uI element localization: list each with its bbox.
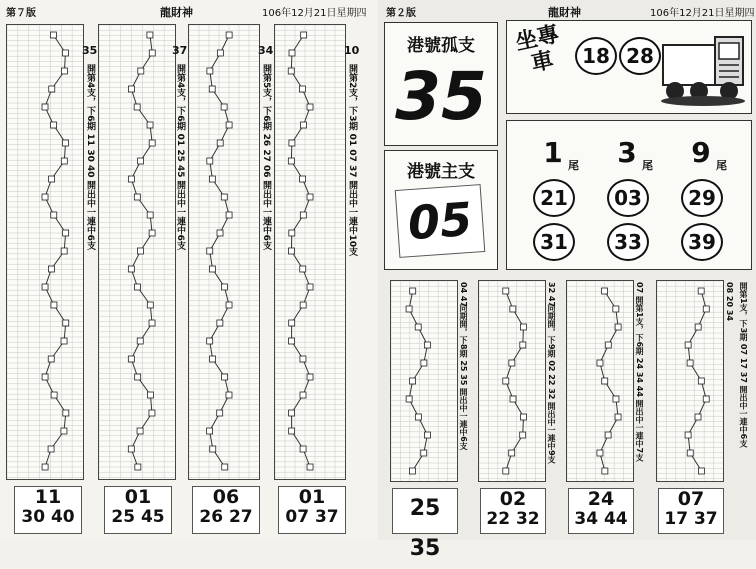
trend-marker (510, 396, 516, 402)
trend-marker (61, 68, 67, 74)
chart-grid (657, 281, 723, 481)
trend-marker (307, 284, 313, 290)
column-1-result-line2: 30 40 (21, 507, 75, 527)
trend-marker (128, 356, 134, 362)
left-page (0, 0, 378, 540)
trend-marker (300, 392, 306, 398)
trend-marker (217, 140, 223, 146)
trend-marker (703, 396, 709, 402)
column-3-top-number: 34 (258, 44, 274, 57)
trend-marker (147, 122, 153, 128)
tail-3-digit: 3 (617, 136, 637, 169)
trend-marker (695, 324, 701, 330)
trend-marker (288, 68, 294, 74)
trend-marker (207, 68, 213, 74)
trend-marker (602, 468, 608, 474)
chart-grid (479, 281, 545, 481)
trend-marker (613, 306, 619, 312)
tail-number-31: 31 (533, 223, 575, 261)
bottom-column-1-note: 同期開，下8期 25 35 開出中一連中6支 (459, 304, 468, 450)
lone-number: 35 (395, 58, 487, 135)
trend-marker (128, 446, 134, 452)
trend-marker (695, 414, 701, 420)
trend-chart-4 (274, 24, 346, 480)
trend-marker (217, 410, 223, 416)
column-3-result-line1: 06 (212, 486, 240, 508)
trend-marker (128, 176, 134, 182)
trend-marker (51, 392, 57, 398)
column-4-result (278, 486, 346, 534)
trend-marker (300, 212, 306, 218)
chart-grid (99, 25, 175, 479)
trend-marker (307, 374, 313, 380)
column-2-result-line2: 25 45 (111, 507, 165, 527)
trend-marker (289, 410, 295, 416)
trend-marker (221, 194, 227, 200)
trend-marker (289, 50, 295, 56)
trend-marker (147, 392, 153, 398)
trend-marker (48, 356, 54, 362)
main-number-panel (384, 150, 498, 270)
trend-marker (421, 450, 427, 456)
trend-marker (300, 176, 306, 182)
lone-number-panel (384, 22, 498, 146)
trend-marker (307, 104, 313, 110)
trend-chart-3 (188, 24, 260, 480)
truck-panel (506, 20, 752, 114)
trend-marker (307, 464, 313, 470)
trend-marker (300, 356, 306, 362)
trend-marker (615, 414, 621, 420)
trend-marker (48, 446, 54, 452)
trend-marker (289, 230, 295, 236)
chart-grid (391, 281, 457, 481)
column-3-note: 開第5支，下6期 26 27 06 開出中一連中6支 (261, 64, 271, 250)
trend-marker (138, 158, 144, 164)
chart-grid (7, 25, 83, 479)
trend-marker (221, 104, 227, 110)
column-4-result-line1: 01 (298, 486, 326, 508)
trend-marker (217, 230, 223, 236)
bottom-column-4-result-line1: 07 (677, 488, 705, 510)
tail-3-unit: 尾 (642, 159, 653, 172)
column-3-result-line2: 26 27 (199, 507, 253, 527)
trend-marker (685, 432, 691, 438)
bottom-column-3-result-line1: 24 (587, 488, 615, 510)
trend-marker (42, 284, 48, 290)
column-4-top-number: 10 (344, 44, 360, 57)
trend-marker (226, 212, 232, 218)
bottom-column-1-side: 04 47 (459, 282, 468, 308)
trend-marker (207, 158, 213, 164)
trend-marker (520, 342, 526, 348)
trend-marker (207, 338, 213, 344)
tail-3 (607, 133, 653, 173)
truck-number-1: 18 (575, 37, 617, 75)
right-brand: 龍財神 (548, 6, 581, 19)
main-number-title: 港號主支 (407, 162, 475, 182)
trend-marker (128, 86, 134, 92)
chart-grid (567, 281, 633, 481)
bottom-chart-3 (566, 280, 634, 482)
main-number-ticket (395, 184, 486, 258)
trend-marker (415, 414, 421, 420)
column-2-result-line1: 01 (124, 486, 152, 508)
trend-marker (510, 306, 516, 312)
trend-marker (301, 32, 307, 38)
trend-marker (288, 158, 294, 164)
tail-9-digit: 9 (691, 136, 711, 169)
trend-marker (421, 360, 427, 366)
tail-number-29: 29 (681, 179, 723, 217)
trend-marker (289, 338, 295, 344)
trend-marker (42, 104, 48, 110)
trend-marker (410, 378, 416, 384)
trend-marker (49, 176, 55, 182)
trend-chart-1 (6, 24, 84, 480)
trend-marker (149, 230, 155, 236)
trend-marker (42, 194, 48, 200)
bottom-column-1-result-line1: 25 35 (409, 496, 441, 561)
tail-number-33: 33 (607, 223, 649, 261)
truck-number-2: 28 (619, 37, 661, 75)
trend-marker (63, 320, 69, 326)
trend-marker (128, 266, 134, 272)
trend-marker (300, 266, 306, 272)
bottom-chart-2 (478, 280, 546, 482)
trend-marker (226, 32, 232, 38)
trend-marker (217, 320, 223, 326)
chart-grid (189, 25, 259, 479)
truck-icon (657, 29, 747, 107)
column-1-top-number: 35 (82, 44, 98, 57)
tail-number-39: 39 (681, 223, 723, 261)
trend-marker (300, 302, 306, 308)
trend-marker (137, 338, 143, 344)
trend-marker (207, 428, 213, 434)
trend-marker (209, 266, 215, 272)
bottom-column-2-result-line2: 22 32 (486, 509, 540, 529)
lone-number-title: 港號孤支 (407, 36, 475, 56)
trend-marker (698, 378, 704, 384)
trend-marker (149, 50, 155, 56)
trend-marker (406, 306, 412, 312)
trend-marker (61, 158, 67, 164)
trend-marker (135, 464, 141, 470)
trend-marker (48, 266, 54, 272)
bottom-column-2-result (480, 488, 546, 534)
column-2-result (104, 486, 172, 534)
trend-marker (217, 50, 223, 56)
trend-marker (147, 212, 153, 218)
column-2-top-number: 37 (172, 44, 188, 57)
trend-marker (134, 194, 140, 200)
trend-marker (415, 324, 421, 330)
trend-marker (51, 302, 57, 308)
trend-marker (424, 342, 430, 348)
trend-marker (602, 378, 608, 384)
trend-marker (289, 320, 295, 326)
truck-title: 坐專車 (513, 21, 562, 77)
trend-marker (597, 450, 603, 456)
bottom-chart-4 (656, 280, 724, 482)
trend-marker (410, 288, 416, 294)
left-brand: 龍財神 (160, 6, 193, 19)
bottom-column-4-note: 開第1支，下3期 07 17 37 開出中一連中6支 (739, 282, 748, 448)
trend-marker (300, 122, 306, 128)
right-page (378, 0, 756, 561)
trend-chart-2 (98, 24, 176, 480)
bottom-column-1-result (392, 488, 458, 561)
trend-marker (226, 302, 232, 308)
bottom-column-2-result-line1: 02 (499, 488, 527, 510)
trend-marker (61, 338, 67, 344)
tail-1-digit: 1 (543, 136, 563, 169)
trend-marker (221, 284, 227, 290)
trend-marker (147, 32, 153, 38)
trend-marker (605, 342, 611, 348)
trend-marker (615, 324, 621, 330)
bottom-chart-1 (390, 280, 458, 482)
trend-marker (698, 468, 704, 474)
trend-marker (138, 68, 144, 74)
trend-marker (509, 360, 515, 366)
column-1-result (14, 486, 82, 534)
trend-marker (289, 140, 295, 146)
trend-marker (210, 446, 216, 452)
column-3-result (192, 486, 260, 534)
trend-marker (61, 248, 67, 254)
bottom-column-2-note: 同期開，下9期 02 22 32 開出中一連中9支 (547, 304, 556, 464)
bottom-column-2-side: 32 47 (547, 282, 556, 308)
trend-marker (210, 356, 216, 362)
trend-marker (289, 428, 295, 434)
trend-marker (288, 248, 294, 254)
bottom-column-4-side: 08 20 34 (725, 282, 734, 321)
trend-marker (149, 410, 155, 416)
trend-marker (62, 50, 68, 56)
trend-marker (605, 432, 611, 438)
trend-marker (63, 230, 69, 236)
bottom-column-3-note: 開第1支，下6期 24 34 44 開出中一連中7支 (635, 296, 644, 462)
bottom-column-3-result-line2: 34 44 (574, 509, 628, 529)
trend-marker (50, 32, 56, 38)
trend-marker (226, 392, 232, 398)
trend-marker (63, 140, 69, 146)
tail-9 (681, 133, 727, 173)
trend-marker (520, 324, 526, 330)
trend-marker (698, 288, 704, 294)
main-number: 05 (406, 191, 474, 251)
column-1-note: 開第4支，下6期 11 30 40 開出中一連中6支 (85, 64, 95, 250)
left-date: 106年12月21日星期四 (262, 8, 367, 19)
trend-marker (226, 122, 232, 128)
trend-marker (135, 374, 141, 380)
trend-marker (209, 86, 215, 92)
trend-marker (509, 450, 515, 456)
trend-marker (521, 414, 527, 420)
column-2-note: 開第4支，下6期 01 25 45 開出中一連中6支 (175, 64, 185, 250)
trend-marker (147, 302, 153, 308)
trend-marker (597, 360, 603, 366)
trend-marker (51, 122, 57, 128)
trend-marker (222, 374, 228, 380)
trend-marker (149, 320, 155, 326)
tails-panel (506, 120, 752, 270)
trend-marker (406, 396, 412, 402)
trend-marker (687, 450, 693, 456)
trend-marker (134, 284, 140, 290)
bottom-column-3-result (568, 488, 634, 534)
trend-marker (51, 212, 57, 218)
right-date: 106年12月21日星期四 (650, 8, 755, 19)
left-page-label: 第７版 (6, 8, 36, 19)
trend-marker (49, 86, 55, 92)
trend-marker (687, 360, 693, 366)
column-4-note: 開第2支，下3期 01 07 37 開出中一連中10支 (347, 64, 357, 257)
trend-marker (209, 176, 215, 182)
chart-grid (275, 25, 345, 479)
column-4-result-line2: 07 37 (285, 507, 339, 527)
trend-marker (409, 468, 415, 474)
trend-marker (42, 374, 48, 380)
tail-1 (533, 133, 579, 173)
bottom-column-3-side: 07 (635, 282, 644, 294)
trend-marker (685, 342, 691, 348)
bottom-column-4-result (658, 488, 724, 534)
tail-number-21: 21 (533, 179, 575, 217)
bottom-column-4-result-line2: 17 37 (664, 509, 718, 529)
tail-number-03: 03 (607, 179, 649, 217)
column-1-result-line1: 11 (34, 486, 62, 508)
right-page-label: 第２版 (386, 8, 416, 19)
trend-marker (307, 194, 313, 200)
trend-marker (137, 428, 143, 434)
trend-marker (134, 104, 140, 110)
trend-marker (602, 288, 608, 294)
trend-marker (207, 248, 213, 254)
trend-marker (299, 86, 305, 92)
trend-marker (137, 248, 143, 254)
trend-marker (503, 288, 509, 294)
trend-marker (520, 432, 526, 438)
tail-1-unit: 尾 (568, 159, 579, 172)
trend-marker (703, 306, 709, 312)
trend-marker (424, 432, 430, 438)
trend-marker (42, 464, 48, 470)
trend-marker (503, 378, 509, 384)
trend-marker (61, 428, 67, 434)
trend-marker (222, 464, 228, 470)
trend-marker (63, 410, 69, 416)
trend-marker (149, 140, 155, 146)
tail-9-unit: 尾 (716, 159, 727, 172)
trend-marker (300, 446, 306, 452)
trend-marker (613, 396, 619, 402)
trend-marker (503, 468, 509, 474)
